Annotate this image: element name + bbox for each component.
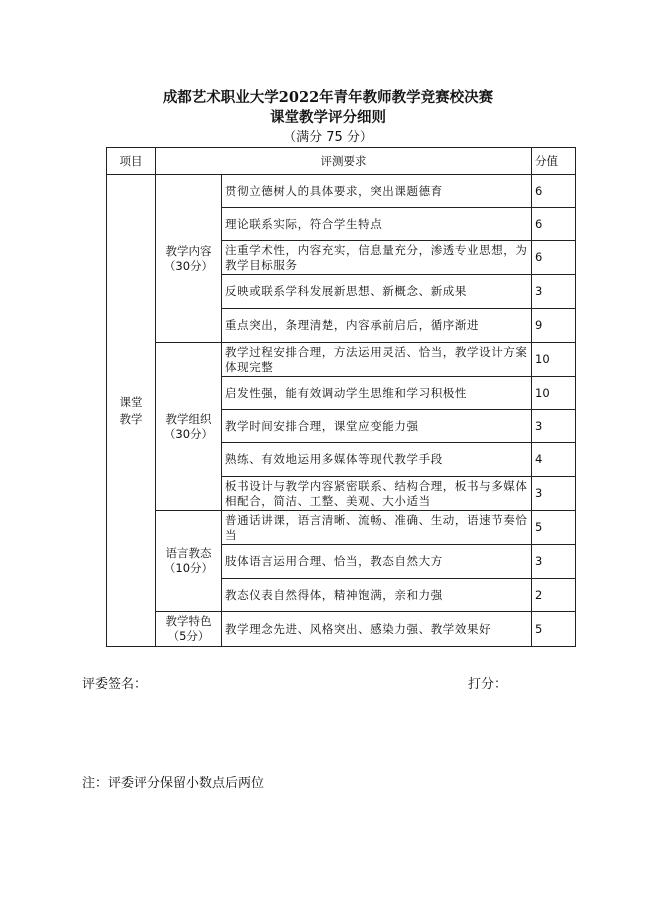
- requirement-cell: 反映或联系学科发展新思想、新概念、新成果: [222, 275, 532, 309]
- category-label: 课堂教学: [119, 394, 143, 426]
- score-cell: 9: [532, 309, 576, 343]
- score-cell: 3: [532, 275, 576, 309]
- group-name: 教学组织: [165, 411, 212, 426]
- table-row: [107, 511, 576, 545]
- group-cell-content: [156, 175, 222, 343]
- column-header-item: 项目: [107, 148, 156, 175]
- document-subtitle: 课堂教学评分细则: [270, 109, 386, 126]
- requirement-cell: 重点突出，条理清楚，内容承前启后，循序渐进: [222, 309, 532, 343]
- scoring-table: [106, 147, 576, 647]
- group-cell-organization: [156, 343, 222, 511]
- requirement-cell: 理论联系实际，符合学生特点: [222, 208, 532, 241]
- score-cell: 10: [532, 377, 576, 410]
- group-cell-language: [156, 511, 222, 612]
- score-cell: 3: [532, 545, 576, 579]
- group-name: 语言教态: [165, 546, 212, 560]
- score-cell: 4: [532, 443, 576, 477]
- group-name: 教学特色: [165, 614, 212, 628]
- group-points: （30分）: [163, 426, 214, 441]
- score-cell: 6: [532, 175, 576, 208]
- group-cell-feature: [156, 612, 222, 647]
- requirement-cell: 教学理念先进、风格突出、感染力强、教学效果好: [222, 612, 532, 647]
- requirement-cell: 教学过程安排合理，方法运用灵活、恰当，教学设计方案体现完整: [222, 343, 532, 377]
- requirement-cell: 教态仪表自然得体，精神饱满，亲和力强: [222, 579, 532, 612]
- full-score-note: （满分 75 分）: [283, 130, 373, 145]
- requirement-cell: 熟练、有效地运用多媒体等现代教学手段: [222, 443, 532, 477]
- category-cell: [107, 175, 156, 647]
- requirement-cell: 板书设计与教学内容紧密联系、结构合理，板书与多媒体相配合，简洁、工整、美观、大小适当: [222, 477, 532, 511]
- judge-signature-label: 评委签名：: [82, 677, 148, 692]
- score-cell: 6: [532, 241, 576, 275]
- score-cell: 6: [532, 208, 576, 241]
- score-cell: 3: [532, 477, 576, 511]
- table-row: [107, 612, 576, 647]
- score-cell: 3: [532, 410, 576, 443]
- requirement-cell: 普通话讲课，语言清晰、流畅、准确、生动，语速节奏恰当: [222, 511, 532, 545]
- group-name: 教学内容: [165, 243, 212, 258]
- group-points: （10分）: [163, 561, 214, 575]
- document-title: 成都艺术职业大学2022年青年教师教学竞赛校决赛: [162, 89, 494, 106]
- footnote: 注：评委评分保留小数点后两位: [82, 776, 265, 791]
- score-cell: 10: [532, 343, 576, 377]
- column-header-score: 分值: [532, 148, 576, 175]
- group-points: （5分）: [167, 629, 210, 643]
- table-header-row: [107, 148, 576, 175]
- requirement-cell: 贯彻立德树人的具体要求，突出课题德育: [222, 175, 532, 208]
- table-row: [107, 343, 576, 377]
- score-cell: 5: [532, 511, 576, 545]
- score-cell: 2: [532, 579, 576, 612]
- requirement-cell: 注重学术性，内容充实，信息量充分，渗透专业思想，为教学目标服务: [222, 241, 532, 275]
- requirement-cell: 肢体语言运用合理、恰当，教态自然大方: [222, 545, 532, 579]
- column-header-requirement: 评测要求: [156, 148, 532, 175]
- score-cell: 5: [532, 612, 576, 647]
- requirement-cell: 启发性强，能有效调动学生思维和学习积极性: [222, 377, 532, 410]
- group-points: （30分）: [163, 258, 214, 273]
- score-label: 打分：: [468, 677, 508, 692]
- table-row: [107, 175, 576, 208]
- requirement-cell: 教学时间安排合理，课堂应变能力强: [222, 410, 532, 443]
